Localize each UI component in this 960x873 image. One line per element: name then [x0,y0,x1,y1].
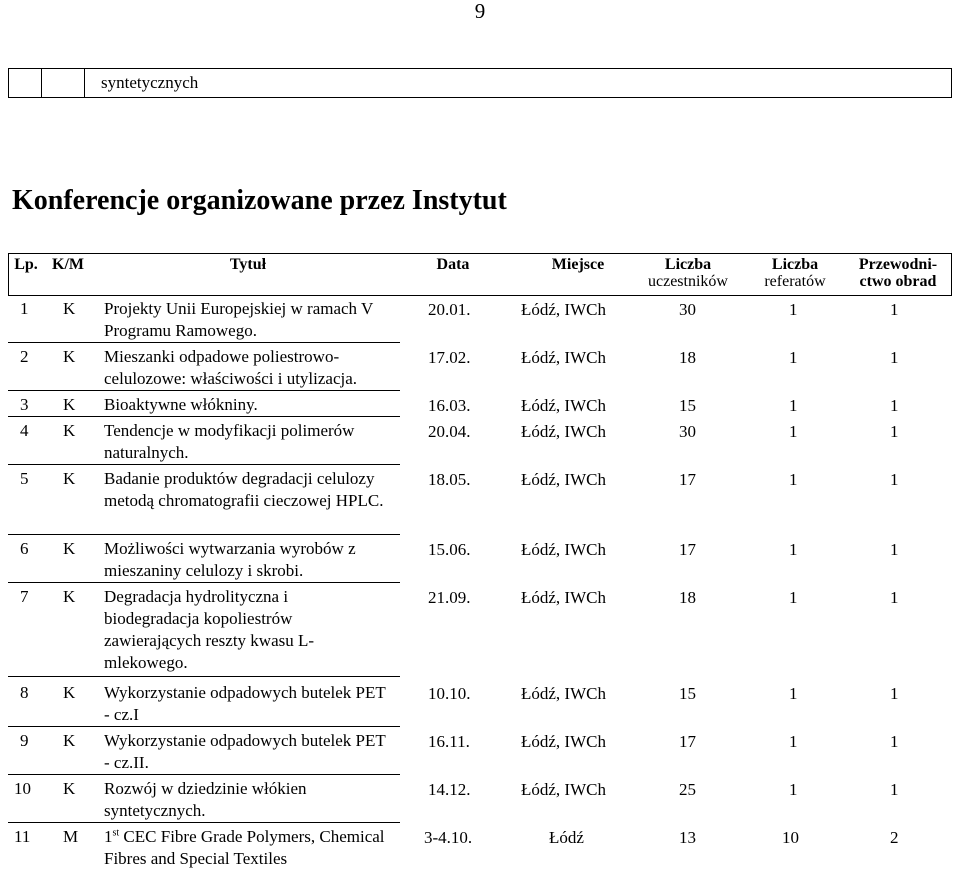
row-date: 18.05. [428,470,471,489]
row-chair: 1 [890,396,899,415]
row-papers: 1 [789,684,798,703]
row-title: Wykorzystanie odpadowych butelek PET - cz.I [104,683,386,724]
row-km: K [63,587,76,606]
continued-title-text: syntetycznych [101,73,199,92]
row-title: Badanie produktów degradacji celulozy metodą chromatografii cieczowej HPLC. [104,469,384,510]
row-place: Łódź, IWCh [521,540,606,559]
row-papers: 1 [789,422,798,441]
table-row [8,730,400,775]
row-place: Łódź, IWCh [521,422,606,441]
row-lp: 3 [20,395,29,414]
table-row [8,298,400,343]
row-date: 20.01. [428,300,471,319]
row-lp: 1 [20,299,29,318]
row-papers: 1 [789,588,798,607]
row-km: K [63,731,76,750]
row-chair: 1 [890,780,899,799]
header-km: K/M [52,256,84,273]
page-number: 9 [474,0,486,23]
row-date: 21.09. [428,588,471,607]
row-date: 10.10. [428,684,471,703]
row-papers: 1 [789,780,798,799]
row-participants: 25 [679,780,696,799]
row-km: K [63,539,76,558]
row-place: Łódź, IWCh [521,588,606,607]
row-date: 3-4.10. [424,828,473,847]
row-title: Możliwości wytwarzania wyrobów z mieszaniny celulozy i skrobi. [104,539,356,580]
row-lp: 9 [20,731,29,750]
row-title: Wykorzystanie odpadowych butelek PET - cz.II. [104,731,386,772]
section-title: Konferencje organizowane przez Instytut [12,185,507,216]
row-papers: 1 [789,732,798,751]
row-chair: 1 [890,732,899,751]
row-km: K [63,395,76,414]
row-title: Projekty Unii Europejskiej w ramach V Programu Ramowego. [104,299,373,340]
row-km: K [63,779,76,798]
row-chair: 1 [890,588,899,607]
row-date: 16.03. [428,396,471,415]
row-chair: 2 [890,828,899,847]
row-date: 15.06. [428,540,471,559]
header-referatow: Liczba referatów [764,256,826,290]
row-chair: 1 [890,540,899,559]
row-participants: 17 [679,470,696,489]
row-title: Degradacja hydrolityczna i biodegradacja kopoliestrów zawierających reszty kwasu L-mlekowego. [104,587,315,672]
row-participants: 18 [679,588,696,607]
row-place: Łódź, IWCh [521,780,606,799]
row-place: Łódź, IWCh [521,348,606,367]
row-lp: 11 [14,827,31,846]
row-chair: 1 [890,684,899,703]
row-papers: 10 [782,828,799,847]
row-title: Tendencje w modyfikacji polimerów naturalnych. [104,421,355,462]
row-lp: 6 [20,539,29,558]
table-header [8,253,952,296]
row-participants: 15 [679,684,696,703]
row-km: K [63,683,76,702]
table-row [8,346,400,391]
row-place: Łódź, IWCh [521,732,606,751]
row-title: Mieszanki odpadowe poliestrowo-celulozowe: właściwości i utylizacja. [104,347,358,388]
table-row [8,682,400,727]
row-lp: 8 [20,683,29,702]
row-chair: 1 [890,300,899,319]
header-tytul: Tytuł [229,256,267,273]
row-participants: 17 [679,540,696,559]
table-row [8,394,400,417]
row-participants: 18 [679,348,696,367]
header-uczestnikow: Liczba uczestników [648,256,728,290]
row-papers: 1 [789,396,798,415]
row-km: K [63,299,76,318]
row-place: Łódź [549,828,584,847]
row-papers: 1 [789,348,798,367]
row-title: Bioaktywne włókniny. [104,395,258,414]
row-date: 16.11. [428,732,470,751]
table-row [8,826,400,870]
row-title: Rozwój w dziedzinie włókien syntetycznych. [104,779,307,820]
row-chair: 1 [890,422,899,441]
row-km: K [63,469,76,488]
row-lp: 5 [20,469,29,488]
header-przewodnictwo: Przewodni- ctwo obrad [858,256,938,290]
row-date: 17.02. [428,348,471,367]
row-lp: 2 [20,347,29,366]
row-place: Łódź, IWCh [521,396,606,415]
row-place: Łódź, IWCh [521,470,606,489]
table-row [8,538,400,583]
row-lp: 7 [20,587,29,606]
header-data: Data [436,256,470,273]
row-papers: 1 [789,470,798,489]
row-participants: 15 [679,396,696,415]
row-place: Łódź, IWCh [521,300,606,319]
table-row [8,586,400,677]
row-date: 14.12. [428,780,471,799]
row-km: K [63,421,76,440]
row-km: K [63,347,76,366]
row-lp: 4 [20,421,29,440]
row-participants: 30 [679,422,696,441]
row-chair: 1 [890,348,899,367]
header-lp: Lp. [14,256,38,273]
table-row [8,468,400,535]
table-row [8,778,400,823]
row-chair: 1 [890,470,899,489]
row-date: 20.04. [428,422,471,441]
row-place: Łódź, IWCh [521,684,606,703]
row-participants: 17 [679,732,696,751]
row-papers: 1 [789,540,798,559]
row-km: M [63,827,79,846]
row-participants: 13 [679,828,696,847]
row-lp: 10 [14,779,31,798]
continued-table-fragment [8,68,952,98]
row-papers: 1 [789,300,798,319]
header-miejsce: Miejsce [551,256,605,273]
row-title: 1st CEC Fibre Grade Polymers, Chemical Fibres and Special Textiles [104,827,385,868]
table-row [8,420,400,465]
row-participants: 30 [679,300,696,319]
